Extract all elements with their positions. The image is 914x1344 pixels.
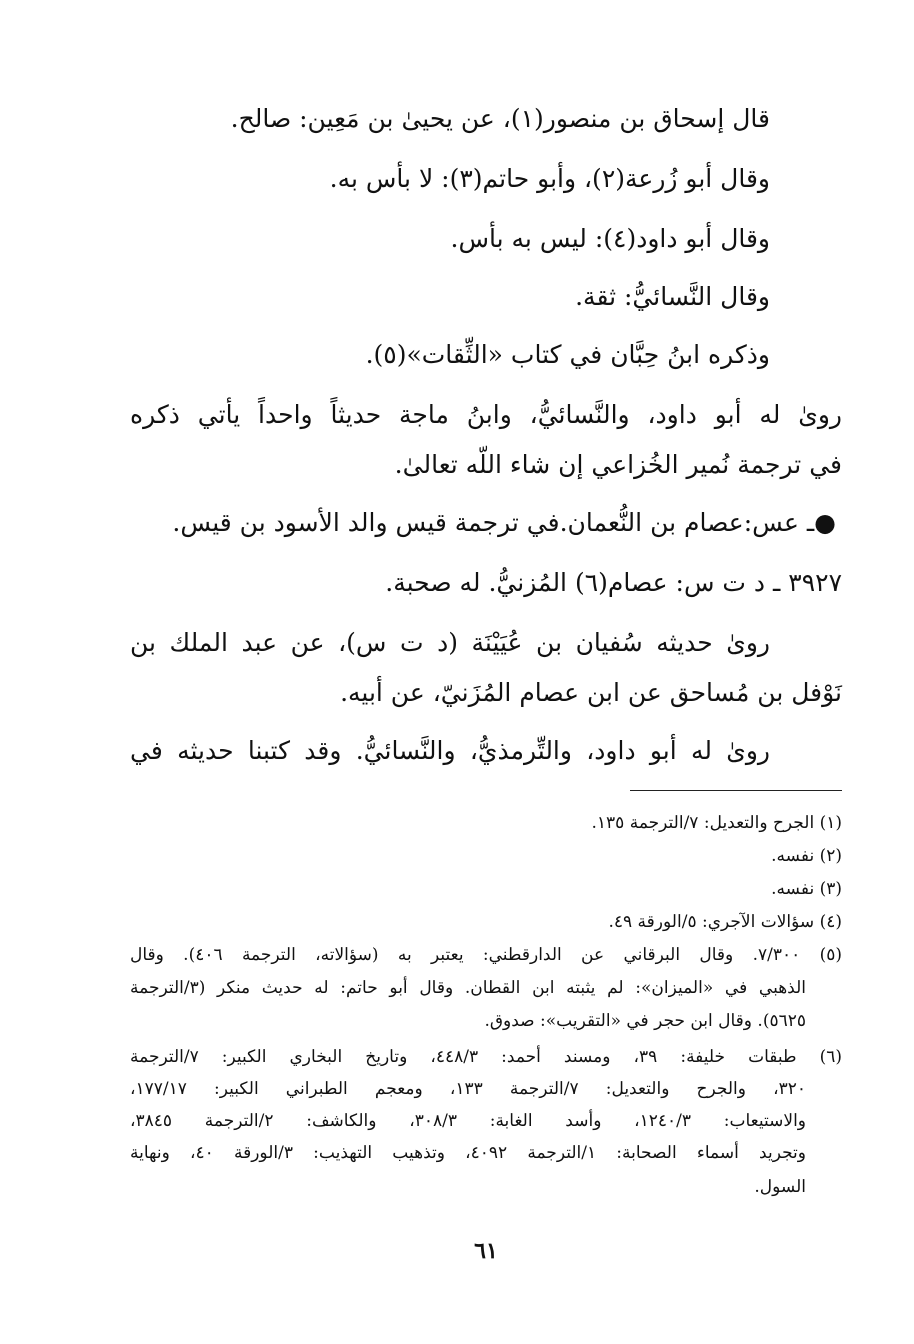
body-line: نَوْفل بن مُساحق عن ابن عصام المُزَنيّ، عن أبيه. bbox=[340, 678, 842, 707]
footnote: (٣) نفسه. bbox=[771, 879, 842, 899]
footnote-continuation: ٣٢٠، والجرح والتعديل: ٧/الترجمة ١٣٣، ومعجم الطبراني الكبير: ١٧٧/١٧، bbox=[130, 1079, 806, 1099]
body-line: في ترجمة نُمير الخُزاعي إن شاء اللّه تعالىٰ. bbox=[394, 450, 842, 479]
body-line: وذكره ابنُ حِبَّان في كتاب «الثِّقات»(٥). bbox=[365, 340, 770, 369]
cross-reference-entry: ●ـ عس:عصام بن النُّعمان.في ترجمة قيس والد الأسود بن قيس. bbox=[172, 508, 836, 537]
body-line: رویٰ حديثه سُفيان بن عُيَيْنَة (د ت س)، عن عبد الملك بن bbox=[130, 628, 770, 657]
book-page bbox=[130, 0, 842, 1344]
footnote-separator bbox=[630, 790, 842, 791]
footnote: (٥) ٧/٣٠٠. وقال البرقاني عن الدارقطني: يعتبر به (سؤالاته، الترجمة ٤٠٦). وقال bbox=[130, 945, 842, 965]
footnote-continuation: وتجريد أسماء الصحابة: ١/الترجمة ٤٠٩٢، وتذهيب التهذيب: ٣/الورقة ٤٠، ونهاية bbox=[130, 1143, 806, 1163]
footnote-continuation: السول. bbox=[754, 1177, 806, 1197]
page-number: ٦١ bbox=[474, 1238, 498, 1264]
footnote: (١) الجرح والتعديل: ٧/الترجمة ١٣٥. bbox=[591, 813, 842, 833]
footnote-continuation: الذهبي في «الميزان»: لم يثبته ابن القطان. وقال أبو حاتم: له حديث منكر (٣/الترجمة bbox=[130, 978, 806, 998]
body-line: قال إسحاق بن منصور(١)، عن يحيىٰ بن مَعِين: صالح. bbox=[230, 104, 770, 133]
body-line: وقال النَّسائيُّ: ثقة. bbox=[575, 282, 770, 311]
footnote-continuation: ٥٦٢٥). وقال ابن حجر في «التقريب»: صدوق. bbox=[484, 1011, 806, 1031]
footnote: (٤) سؤالات الآجري: ٥/الورقة ٤٩. bbox=[608, 912, 842, 932]
body-line: رویٰ له أبو داود، والنَّسائيُّ، وابنُ ماجة حديثاً واحداً يأتي ذكره bbox=[130, 400, 842, 429]
footnote: (٢) نفسه. bbox=[771, 846, 842, 866]
body-line: وقال أبو زُرعة(٢)، وأبو حاتم(٣): لا بأس به. bbox=[329, 164, 770, 193]
body-line: رویٰ له أبو داود، والتِّرمذيُّ، والنَّسائيُّ. وقد كتبنا حديثه في bbox=[130, 736, 770, 765]
footnote-continuation: والاستيعاب: ١٢٤٠/٣، وأسد الغابة: ٣٠٨/٣، والكاشف: ٢/الترجمة ٣٨٤٥، bbox=[130, 1111, 807, 1131]
entry-heading: ٣٩٢٧ ـ د ت س: عصام(٦) المُزنيُّ. له صحبة. bbox=[385, 568, 842, 597]
body-line: وقال أبو داود(٤): ليس به بأس. bbox=[450, 224, 770, 253]
footnote: (٦) طبقات خليفة: ٣٩، ومسند أحمد: ٤٤٨/٣، وتاريخ البخاري الكبير: ٧/الترجمة bbox=[130, 1047, 843, 1067]
